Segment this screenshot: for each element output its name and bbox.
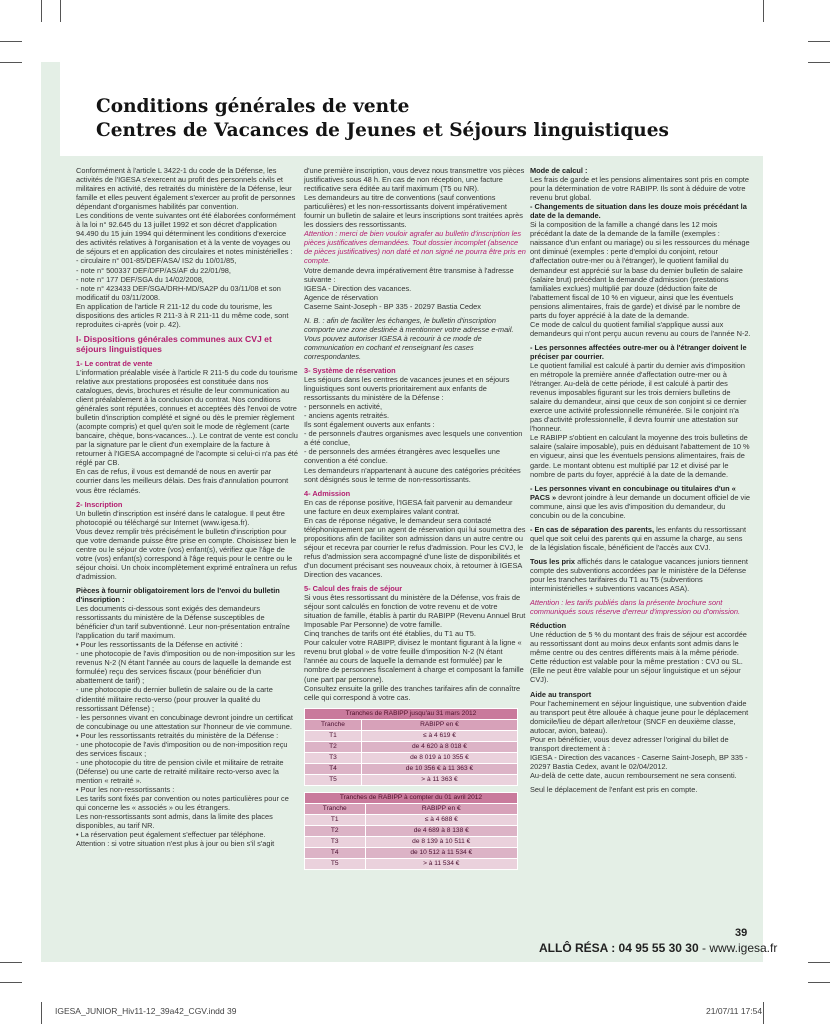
crop-mark <box>808 41 830 42</box>
subheading: - Changements de situation dans les douze mois précédant la date de la demande. <box>530 202 747 221</box>
table-cell: de 4 620 à 8 018 € <box>361 741 517 752</box>
paragraph: Les demandeurs n'appartenant à aucune des catégories précitées sont désignés sous le terme de non-ressortissants. <box>304 465 521 484</box>
table-cell: T4 <box>305 763 362 774</box>
nb-note: N. B. : afin de faciliter les échanges, le bulletin d'inscription comporte une zone destinée à mentionner votre adresse e-mail. Vous pouvez autoriser IGESA à recourir à ce mode de communication en cochant et renseignant les cases correspondantes. <box>304 315 514 361</box>
crop-mark <box>808 962 830 963</box>
list-item: - une photocopie de l'avis d'imposition ou de non-imposition reçu des services fiscaux ; <box>76 739 288 758</box>
title-line-1: Conditions générales de vente <box>96 96 410 117</box>
paragraph: Si la composition de la famille a changé dans les 12 mois précédant la date de la demande de la famille (exemples : naissance d'un enfant ou mariage) ou si les ressources du ménage ont diminué (exemples : perte d'emploi du conjoint, retour d'affectation outre-mer ou à l'étranger), le quotient familial du demandeur est apprécié sur la base du dernier bulletin de salaire (salaire brut) précédant la demande d'admission (prestations familiales exclues) multiplié par douze (déduction faite de l'abattement fiscal de 10 % en vigueur, ainsi que les éventuels pensions alimentaires, frais de garde) et divisé par le nombre de parts du foyer apprécié à la date de la demande. <box>530 220 750 320</box>
subsection-heading: 5- Calcul des frais de séjour <box>304 584 403 594</box>
paragraph: - Les personnes vivant en concubinage ou titulaires d'un « PACS » devront joindre à leur demande un document officiel de vie commune, ainsi que les avis d'imposition du demandeur, du concubin ou de la concubine. <box>530 483 750 520</box>
attention-note: Attention : les tarifs publiés dans la présente brochure sont communiqués sous réserve d'erreur d'impression ou d'omission. <box>530 598 741 617</box>
paragraph: Pour calculer votre RABIPP, divisez le montant figurant à la ligne « revenu brut global » de votre feuille d'imposition N-2 (N étant l'année au cours de laquelle la demande est formulée) par le nombre de personnes fiscalement à charge et composant la famille (une part par personne). <box>304 638 524 684</box>
table-cell: T4 <box>305 847 366 858</box>
table-header: RABIPP en € <box>361 719 517 730</box>
table-cell: > à 11 363 € <box>361 774 517 785</box>
table-row <box>305 741 518 752</box>
crop-mark <box>0 982 22 983</box>
footer-filename: IGESA_JUNIOR_Hiv11-12_39a42_CGV.indd 39 <box>55 1006 237 1016</box>
crop-mark <box>763 1002 764 1024</box>
table-row <box>305 774 518 785</box>
paragraph: En cas de réponse négative, le demandeur sera contacté téléphoniquement par un agent de réservation qui lui soumettra des propositions afin de faciliter son admission dans un autre centre ou séjour et recevra par courrier le refus d'admission. Pour les CVJ, le refus d'admission sera accompagné d'une liste de disponibilités et d'un document précisant ses nouveaux choix, à retourner à IGESA Direction des vacances. <box>304 515 526 580</box>
paragraph: Vous devez remplir très précisément le bulletin d'inscription pour que votre demande puisse être prise en compte. Choisissez bien le centre ou le séjour de votre (vos) enfant(s), vérifiez que l'âge de votre (vos) enfant(s) correspond à l'âge requis pour le centre ou le séjour choisi. Un choix incomplètement exprimé entraînera un refus d'admission. <box>76 526 298 581</box>
subheading: Mode de calcul : <box>530 166 588 175</box>
attention-note: Attention : merci de bien vouloir agrafer au bulletin d'inscription les pièces justificatives demandées. Tout dossier incomplet (absence de pièces justificatives) non daté et non signé ne pourra être pris en compte. <box>304 229 526 266</box>
crop-mark <box>60 0 61 22</box>
phone-label: ALLÔ RÉSA : 04 95 55 30 30 <box>539 941 699 955</box>
paragraph: IGESA - Direction des vacances - Caserne Saint-Joseph, BP 335 - 20297 Bastia Cedex, avant le 02/04/2012. <box>530 752 748 771</box>
table-row <box>305 730 518 741</box>
list-item: - note n° 423433 DEF/SGA/DRH-MD/SA2P du 03/11/08 et son modificatif du 03/11/2008. <box>76 283 281 302</box>
address-line: IGESA - Direction des vacances. <box>304 283 412 293</box>
table-header: Tranche <box>305 719 362 730</box>
table-cell: de 8 019 à 10 355 € <box>361 752 517 763</box>
crop-mark <box>0 62 22 63</box>
paragraph: Un bulletin d'inscription est inséré dans le catalogue. Il peut être photocopié ou téléchargé sur Internet (www.igesa.fr). <box>76 508 285 527</box>
rabipp-table-2012 <box>304 792 518 870</box>
list-item: • La réservation peut également s'effectuer par téléphone. <box>76 830 266 840</box>
crop-mark <box>41 1002 42 1024</box>
paragraph: Tous les prix affichés dans le catalogue vacances juniors tiennent compte des subventions accordées par le ministère de la Défense pour les tranches tarifaires du T1 au T5 (subventions interministérielles + subventions vacances ASA). <box>530 556 748 594</box>
paragraph: Les documents ci-dessous sont exigés des demandeurs ressortissants du ministère de la Défense susceptibles de bénéficier d'un tarif subventionné. Leur non-présentation entraîne l'application du tarif maximum. <box>76 604 290 641</box>
table-cell: de 8 139 à 10 511 € <box>365 836 517 847</box>
paragraph: Consultez ensuite la grille des tranches tarifaires afin de connaître celle qui correspond à votre cas. <box>304 683 521 702</box>
table-row <box>305 825 518 836</box>
crop-mark <box>763 0 764 22</box>
list-item: - personnels en activité, <box>304 402 383 412</box>
paragraph: En cas de réponse positive, l'IGESA fait parvenir au demandeur une facture en deux exemplaires valant contrat. <box>304 497 513 516</box>
table-caption: Tranches de RABIPP à compter du 01 avril 2012 <box>305 792 518 803</box>
paragraph: Au-delà de cette date, aucun remboursement ne sera consenti. <box>530 770 737 780</box>
table-cell: T1 <box>305 730 362 741</box>
page-title <box>96 95 669 143</box>
list-item: - les personnes vivant en concubinage devront joindre un certificat de concubinage ou une attestation sur l'honneur de vie commune. <box>76 712 293 731</box>
paragraph: Le quotient familial est calculé à partir du dernier avis d'imposition en métropole la première année d'affectation outre-mer ou à l'étranger. Au-delà de cette période, il est calculé à partir des revenus imposables figurant sur les trois derniers bulletins de salaire du demandeur, ainsi que ceux de son conjoint si ce dernier exerce une activité professionnelle rémunérée. Si le conjoint n'a pas d'activité professionnelle, il devra fournir une attestation sur l'honneur. <box>530 360 747 434</box>
table-cell: ≤ à 4 619 € <box>361 730 517 741</box>
paragraph: Ce mode de calcul du quotient familial s'applique aussi aux demandeurs qui n'ont perçu aucun revenu au cours de l'année N-2. <box>530 319 751 338</box>
crop-mark <box>0 41 22 42</box>
paragraph: Les conditions de vente suivantes ont été élaborées conformément à la loi n° 92.645 du 13 juillet 1992 et son décret d'application 94.490 du 15 juin 1994 qui déterminent les conditions d'exercice des activités relatives à l'organisation et à la vente de voyages ou de séjours et en application des circulaires et notes ministérielles : <box>76 211 296 257</box>
table-row <box>305 836 518 847</box>
list-item: - de personnels d'autres organismes avec lesquels une convention a été conclue, <box>304 429 523 448</box>
table-cell: ≤ à 4 688 € <box>365 814 517 825</box>
column-1 <box>76 166 298 848</box>
paragraph: Si vous êtes ressortissant du ministère de la Défense, vos frais de séjour sont calculés en fonction de votre revenu et de votre situation de famille, établis à partir du RABIPP (Revenu Annuel Brut Imposable Par Personne) de votre famille. <box>304 593 526 630</box>
table-cell: > à 11 534 € <box>365 858 517 869</box>
paragraph: Les demandeurs au titre de conventions (sauf conventions particulières) et les non-ressortissants doivent impérativement fournir un bulletin de salaire et leurs inscriptions sont traitées après les dossiers des ressortissants. <box>304 193 523 230</box>
subsection-heading: 1- Le contrat de vente <box>76 358 153 368</box>
list-item: - une photocopie du titre de pension civile et militaire de retraite (Défense) ou une carte de retraité militaire recto-verso avec la mention « retraité ». <box>76 757 284 785</box>
table-cell: T3 <box>305 752 362 763</box>
address-line: Agence de réservation <box>304 292 378 302</box>
footer-date: 21/07/11 17:54 <box>706 1006 763 1016</box>
table-cell: T1 <box>305 814 366 825</box>
table-cell: T5 <box>305 774 362 785</box>
contact-line <box>539 941 777 955</box>
subheading: Réduction <box>530 621 567 631</box>
paragraph: Les frais de garde et les pensions alimentaires sont pris en compte pour la détermination de votre RABIPP. Ils sont à déduire de votre revenu brut global. <box>530 175 749 203</box>
paragraph: Pour l'acheminement en séjour linguistique, une subvention d'aide au transport peut être allouée à chaque jeune pour le déplacement domicile/lieu de départ aller/retour (SNCF en deuxième classe, autocar, avion, bateau). <box>530 698 749 735</box>
crop-mark <box>808 982 830 983</box>
table-row <box>305 858 518 869</box>
table-row <box>305 752 518 763</box>
paragraph: Une réduction de 5 % du montant des frais de séjour est accordée au ressortissant dont au moins deux enfants sont admis dans le même centre ou des centres différents mais à la même période. Cette réduction est valable pour la même prestation : CVJ ou SL. (Elle ne peut être valable pour un séjour linguistique et un séjour CVJ). <box>530 630 747 685</box>
paragraph: Les séjours dans les centres de vacances jeunes et en séjours linguistiques sont ouverts prioritairement aux enfants de ressortissants du ministère de la Défense : <box>304 375 510 403</box>
list-item: - une photocopie de l'avis d'imposition ou de non-imposition sur les revenus N-2 (N étant l'année au cours de laquelle la demande est formulée) reçu des services fiscaux (pour bénéficier d'un abattement de tarif) ; <box>76 649 295 686</box>
table-cell: de 4 689 à 8 138 € <box>365 825 517 836</box>
paragraph: Cinq tranches de tarifs ont été établies, du T1 au T5. <box>304 629 476 639</box>
list-item: • Pour les ressortissants de la Défense en activité : <box>76 640 243 650</box>
subsection-heading: 4- Admission <box>304 488 351 498</box>
paragraph: Votre demande devra impérativement être transmise à l'adresse suivante : <box>304 265 514 284</box>
table-row <box>305 814 518 825</box>
column-2 <box>304 166 526 870</box>
paragraph: Conformément à l'article L 3422-1 du code de la Défense, les activités de l'IGESA s'exercent au profit des personnels civils et militaires en activité, des retraités du ministère de la Défense, leur famille et elles peuvent également s'exercer au profit de personnes dépendant d'organismes habilités par convention. <box>76 166 296 212</box>
address-line: Caserne Saint-Joseph - BP 335 - 20297 Bastia Cedex <box>304 301 481 311</box>
paragraph: En application de l'article R 211-12 du code du tourisme, les dispositions des articles R 211-3 à R 211-11 du même code, sont reproduites ci-après (voir p. 42). <box>76 301 289 329</box>
table-cell: de 10 512 à 11 534 € <box>365 847 517 858</box>
table-row <box>305 847 518 858</box>
title-line-2: Centres de Vacances de Jeunes et Séjours linguistiques <box>96 120 669 141</box>
paragraph: Ils sont également ouverts aux enfants : <box>304 420 435 430</box>
paragraph: En cas de refus, il vous est demandé de nous en avertir par courrier dans les meilleurs délais. Des frais d'annulation pourront vous être réclamés. <box>76 467 289 495</box>
subheading: Aide au transport <box>530 689 592 699</box>
paragraph: d'une première inscription, vous devez nous transmettre vos pièces justificatives sous 48 h. En cas de non réception, une facture rectificative sera éditée au tarif maximum (T5 ou NR). <box>304 166 525 194</box>
column-3 <box>530 166 752 794</box>
list-item: - circulaire n° 001-85/DEF/ASA/ IS2 du 10/01/85, <box>76 256 237 266</box>
table-row <box>305 763 518 774</box>
subsection-heading: 2- Inscription <box>76 499 123 509</box>
list-item: - une photocopie du dernier bulletin de salaire ou de la carte d'identité militaire recto-verso (pour prouver la qualité du ressortissant Défense) ; <box>76 685 273 713</box>
subheading: Pièces à fournir obligatoirement lors de l'envoi du bulletin d'inscription : <box>76 585 280 605</box>
subsection-heading: 3- Système de réservation <box>304 365 396 375</box>
crop-mark <box>0 962 22 963</box>
table-cell: T2 <box>305 825 366 836</box>
table-cell: de 10 356 € à 11 363 € <box>361 763 517 774</box>
list-item: - note n° 500337 DEF/DFP/AS/AF du 22/01/98, <box>76 265 231 275</box>
list-item: - note n° 177 DEF/SGA du 14/02/2008, <box>76 274 204 284</box>
paragraph: Le RABIPP s'obtient en calculant la moyenne des trois bulletins de salaire (salaire imposable), puis en déduisant l'abattement de 10 % en vigueur, ainsi que les éventuels pensions alimentaires, frais de garde. Le montant obtenu est multiplié par 12 et divisé par le nombre de parts du foyer, apprécié à la date de la demande. <box>530 433 750 479</box>
page-number: 39 <box>735 927 748 939</box>
table-caption: Tranches de RABIPP jusqu'au 31 mars 2012 <box>305 708 518 719</box>
list-item: • Pour les ressortissants retraités du ministère de la Défense : <box>76 730 279 740</box>
table-header: Tranche <box>305 803 366 814</box>
table-cell: T5 <box>305 858 366 869</box>
table-cell: T2 <box>305 741 362 752</box>
list-item: Attention : si votre situation n'est plus à jour ou bien s'il s'agit <box>76 839 275 849</box>
paragraph: Pour en bénéficier, vous devez adresser l'original du billet de transport directement à : <box>530 734 729 753</box>
crop-mark <box>41 0 42 22</box>
crop-mark <box>808 62 830 63</box>
paragraph: Seul le déplacement de l'enfant est pris en compte. <box>530 785 698 794</box>
list-item: • Pour les non-ressortissants : <box>76 785 175 794</box>
table-header: RABIPP en € <box>365 803 517 814</box>
paragraph: - En cas de séparation des parents, les enfants du ressortissant quel que soit celui des parents qui en assume la charge, au sens de la législation fiscale, bénéficient de l'accès aux CVJ. <box>530 524 747 552</box>
section-heading: I- Dispositions générales communes aux CVJ et séjours linguistiques <box>76 333 272 354</box>
website-link[interactable]: - www.igesa.fr <box>701 941 778 955</box>
subheading: - Les personnes affectées outre-mer ou à l'étranger doivent le préciser par courrier. <box>530 342 747 361</box>
list-item: - de personnels des armées étrangères avec lesquelles une convention a été conclue. <box>304 447 500 466</box>
table-cell: T3 <box>305 836 366 847</box>
rabipp-table-2011 <box>304 708 518 786</box>
paragraph: L'information préalable visée à l'article R 211-5 du code du tourisme relative aux prestations proposées est constituée dans nos catalogues, devis, brochures et résulte de leur communication au client préalablement à la conclusion du contrat. Nos conditions générales sont réputées, connues et acceptées dès l'envoi de votre bulletin d'inscription complété et signé ou dès le premier règlement (acompte compris) et quel qu'en soit le mode de règlement (carte bancaire, chèque, bons-vacances...). Le contrat de vente est conclu par la signature par le client d'un exemplaire de la facture à retourner à l'IGESA accompagné de l'acompte si celui-ci n'a pas été réglé par CB. <box>76 367 298 468</box>
list-item: Les tarifs sont fixés par convention ou notes particulières pour ce qui concerne les « associés » ou les étrangers. <box>76 794 289 813</box>
list-item: - anciens agents retraités. <box>304 411 390 421</box>
list-item: Les non-ressortissants sont admis, dans la limite des places disponibles, au tarif NR. <box>76 812 273 831</box>
